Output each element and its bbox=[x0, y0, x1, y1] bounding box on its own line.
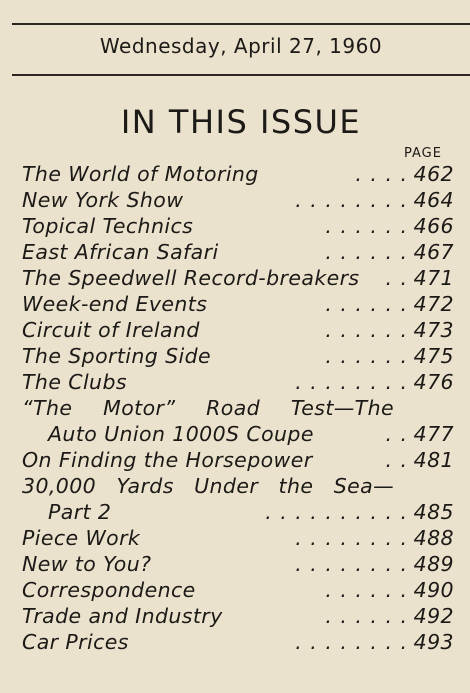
toc-entry-title: Topical Technics bbox=[22, 214, 194, 238]
toc-entry-leaders: . . . . . . . . bbox=[295, 630, 408, 654]
title-word: Motor” bbox=[103, 396, 176, 420]
toc-entry-leaders: . . . . . . . . . . bbox=[265, 500, 408, 524]
toc-entry-title: Car Prices bbox=[22, 630, 129, 654]
title-word: Yards bbox=[116, 474, 174, 498]
toc-entry-page: 488 bbox=[413, 526, 454, 550]
toc-entry-page: 489 bbox=[413, 552, 454, 576]
toc-entry-page: 492 bbox=[413, 604, 454, 628]
toc-entry-title: The Speedwell Record-breakers bbox=[22, 266, 360, 290]
toc-entry[interactable] bbox=[22, 578, 454, 604]
toc-entry-title: East African Safari bbox=[22, 240, 219, 264]
toc-entry-page: 475 bbox=[413, 344, 454, 368]
toc-entry[interactable] bbox=[22, 318, 454, 344]
toc-entry-leaders: . . bbox=[385, 266, 408, 290]
title-word: Road bbox=[206, 396, 261, 420]
toc-entry-page: 493 bbox=[413, 630, 454, 654]
title-word: 30,000 bbox=[22, 474, 97, 498]
toc-entry-page: 485 bbox=[413, 500, 454, 524]
toc-entry-page: 464 bbox=[413, 188, 454, 212]
toc-entry-leaders: . . bbox=[385, 448, 408, 472]
table-of-contents bbox=[22, 162, 454, 656]
toc-entry[interactable] bbox=[22, 552, 454, 578]
date-underline-rule bbox=[12, 74, 470, 76]
toc-entry[interactable] bbox=[22, 422, 454, 448]
toc-entry-page: 471 bbox=[413, 266, 454, 290]
toc-entry-page: 476 bbox=[413, 370, 454, 394]
toc-entry[interactable] bbox=[22, 240, 454, 266]
toc-entry-leaders: . . . . bbox=[355, 162, 408, 186]
toc-entry-leaders: . . . . . . bbox=[325, 578, 408, 602]
toc-entry[interactable] bbox=[22, 266, 454, 292]
toc-entry-title: Circuit of Ireland bbox=[22, 318, 200, 342]
toc-entry[interactable] bbox=[22, 188, 454, 214]
toc-entry[interactable] bbox=[22, 448, 454, 474]
title-word: Test—The bbox=[290, 396, 394, 420]
title-word: “The bbox=[22, 396, 73, 420]
toc-entry-page: 466 bbox=[413, 214, 454, 238]
toc-entry-title: Trade and Industry bbox=[22, 604, 223, 628]
toc-entry[interactable] bbox=[22, 370, 454, 396]
toc-entry-title: Part 2 bbox=[48, 500, 112, 524]
toc-entry-leaders: . . . . . . . . bbox=[295, 552, 408, 576]
toc-entry-continued[interactable] bbox=[22, 396, 454, 422]
toc-entry-leaders: . . . . . . bbox=[325, 240, 408, 264]
toc-entry-title: New to You? bbox=[22, 552, 152, 576]
toc-entry-title: The Sporting Side bbox=[22, 344, 212, 368]
toc-entry-leaders: . . . . . . . . bbox=[295, 526, 408, 550]
toc-entry-title: Auto Union 1000S Coupe bbox=[48, 422, 314, 446]
toc-entry-title: New York Show bbox=[22, 188, 184, 212]
toc-entry-page: 490 bbox=[413, 578, 454, 602]
toc-entry-title-line bbox=[22, 396, 394, 420]
toc-entry-title: Piece Work bbox=[22, 526, 141, 550]
toc-entry[interactable] bbox=[22, 292, 454, 318]
toc-entry-leaders: . . bbox=[385, 422, 408, 446]
toc-entry-title: The World of Motoring bbox=[22, 162, 259, 186]
toc-entry-page: 462 bbox=[413, 162, 454, 186]
toc-entry-continued[interactable] bbox=[22, 474, 454, 500]
toc-entry-page: 472 bbox=[413, 292, 454, 316]
toc-entry-page: 481 bbox=[413, 448, 454, 472]
toc-entry-leaders: . . . . . . bbox=[325, 604, 408, 628]
toc-entry-title: Week-end Events bbox=[22, 292, 208, 316]
title-word: the bbox=[278, 474, 314, 498]
toc-entry-leaders: . . . . . . bbox=[325, 344, 408, 368]
issue-date: Wednesday, April 27, 1960 bbox=[99, 34, 383, 58]
toc-entry-leaders: . . . . . . bbox=[325, 292, 408, 316]
toc-entry-leaders: . . . . . . bbox=[325, 318, 408, 342]
title-word: Under bbox=[194, 474, 259, 498]
toc-entry[interactable] bbox=[22, 162, 454, 188]
toc-entry[interactable] bbox=[22, 630, 454, 656]
toc-entry-page: 473 bbox=[413, 318, 454, 342]
section-heading: IN THIS ISSUE bbox=[120, 103, 362, 141]
toc-entry-title-line bbox=[22, 474, 394, 498]
toc-entry-page: 467 bbox=[413, 240, 454, 264]
toc-entry-page: 477 bbox=[413, 422, 454, 446]
toc-entry-leaders: . . . . . . . . bbox=[295, 370, 408, 394]
toc-entry-leaders: . . . . . . . . bbox=[295, 188, 408, 212]
toc-entry-leaders: . . . . . . bbox=[325, 214, 408, 238]
page-column-label: PAGE bbox=[404, 146, 442, 161]
title-word: Sea— bbox=[333, 474, 394, 498]
toc-entry-title: Correspondence bbox=[22, 578, 196, 602]
toc-entry-title: The Clubs bbox=[22, 370, 127, 394]
toc-entry[interactable] bbox=[22, 214, 454, 240]
top-rule bbox=[12, 23, 470, 25]
toc-entry[interactable] bbox=[22, 344, 454, 370]
toc-entry[interactable] bbox=[22, 500, 454, 526]
toc-entry-title: On Finding the Horsepower bbox=[22, 448, 313, 472]
toc-entry[interactable] bbox=[22, 526, 454, 552]
toc-entry[interactable] bbox=[22, 604, 454, 630]
